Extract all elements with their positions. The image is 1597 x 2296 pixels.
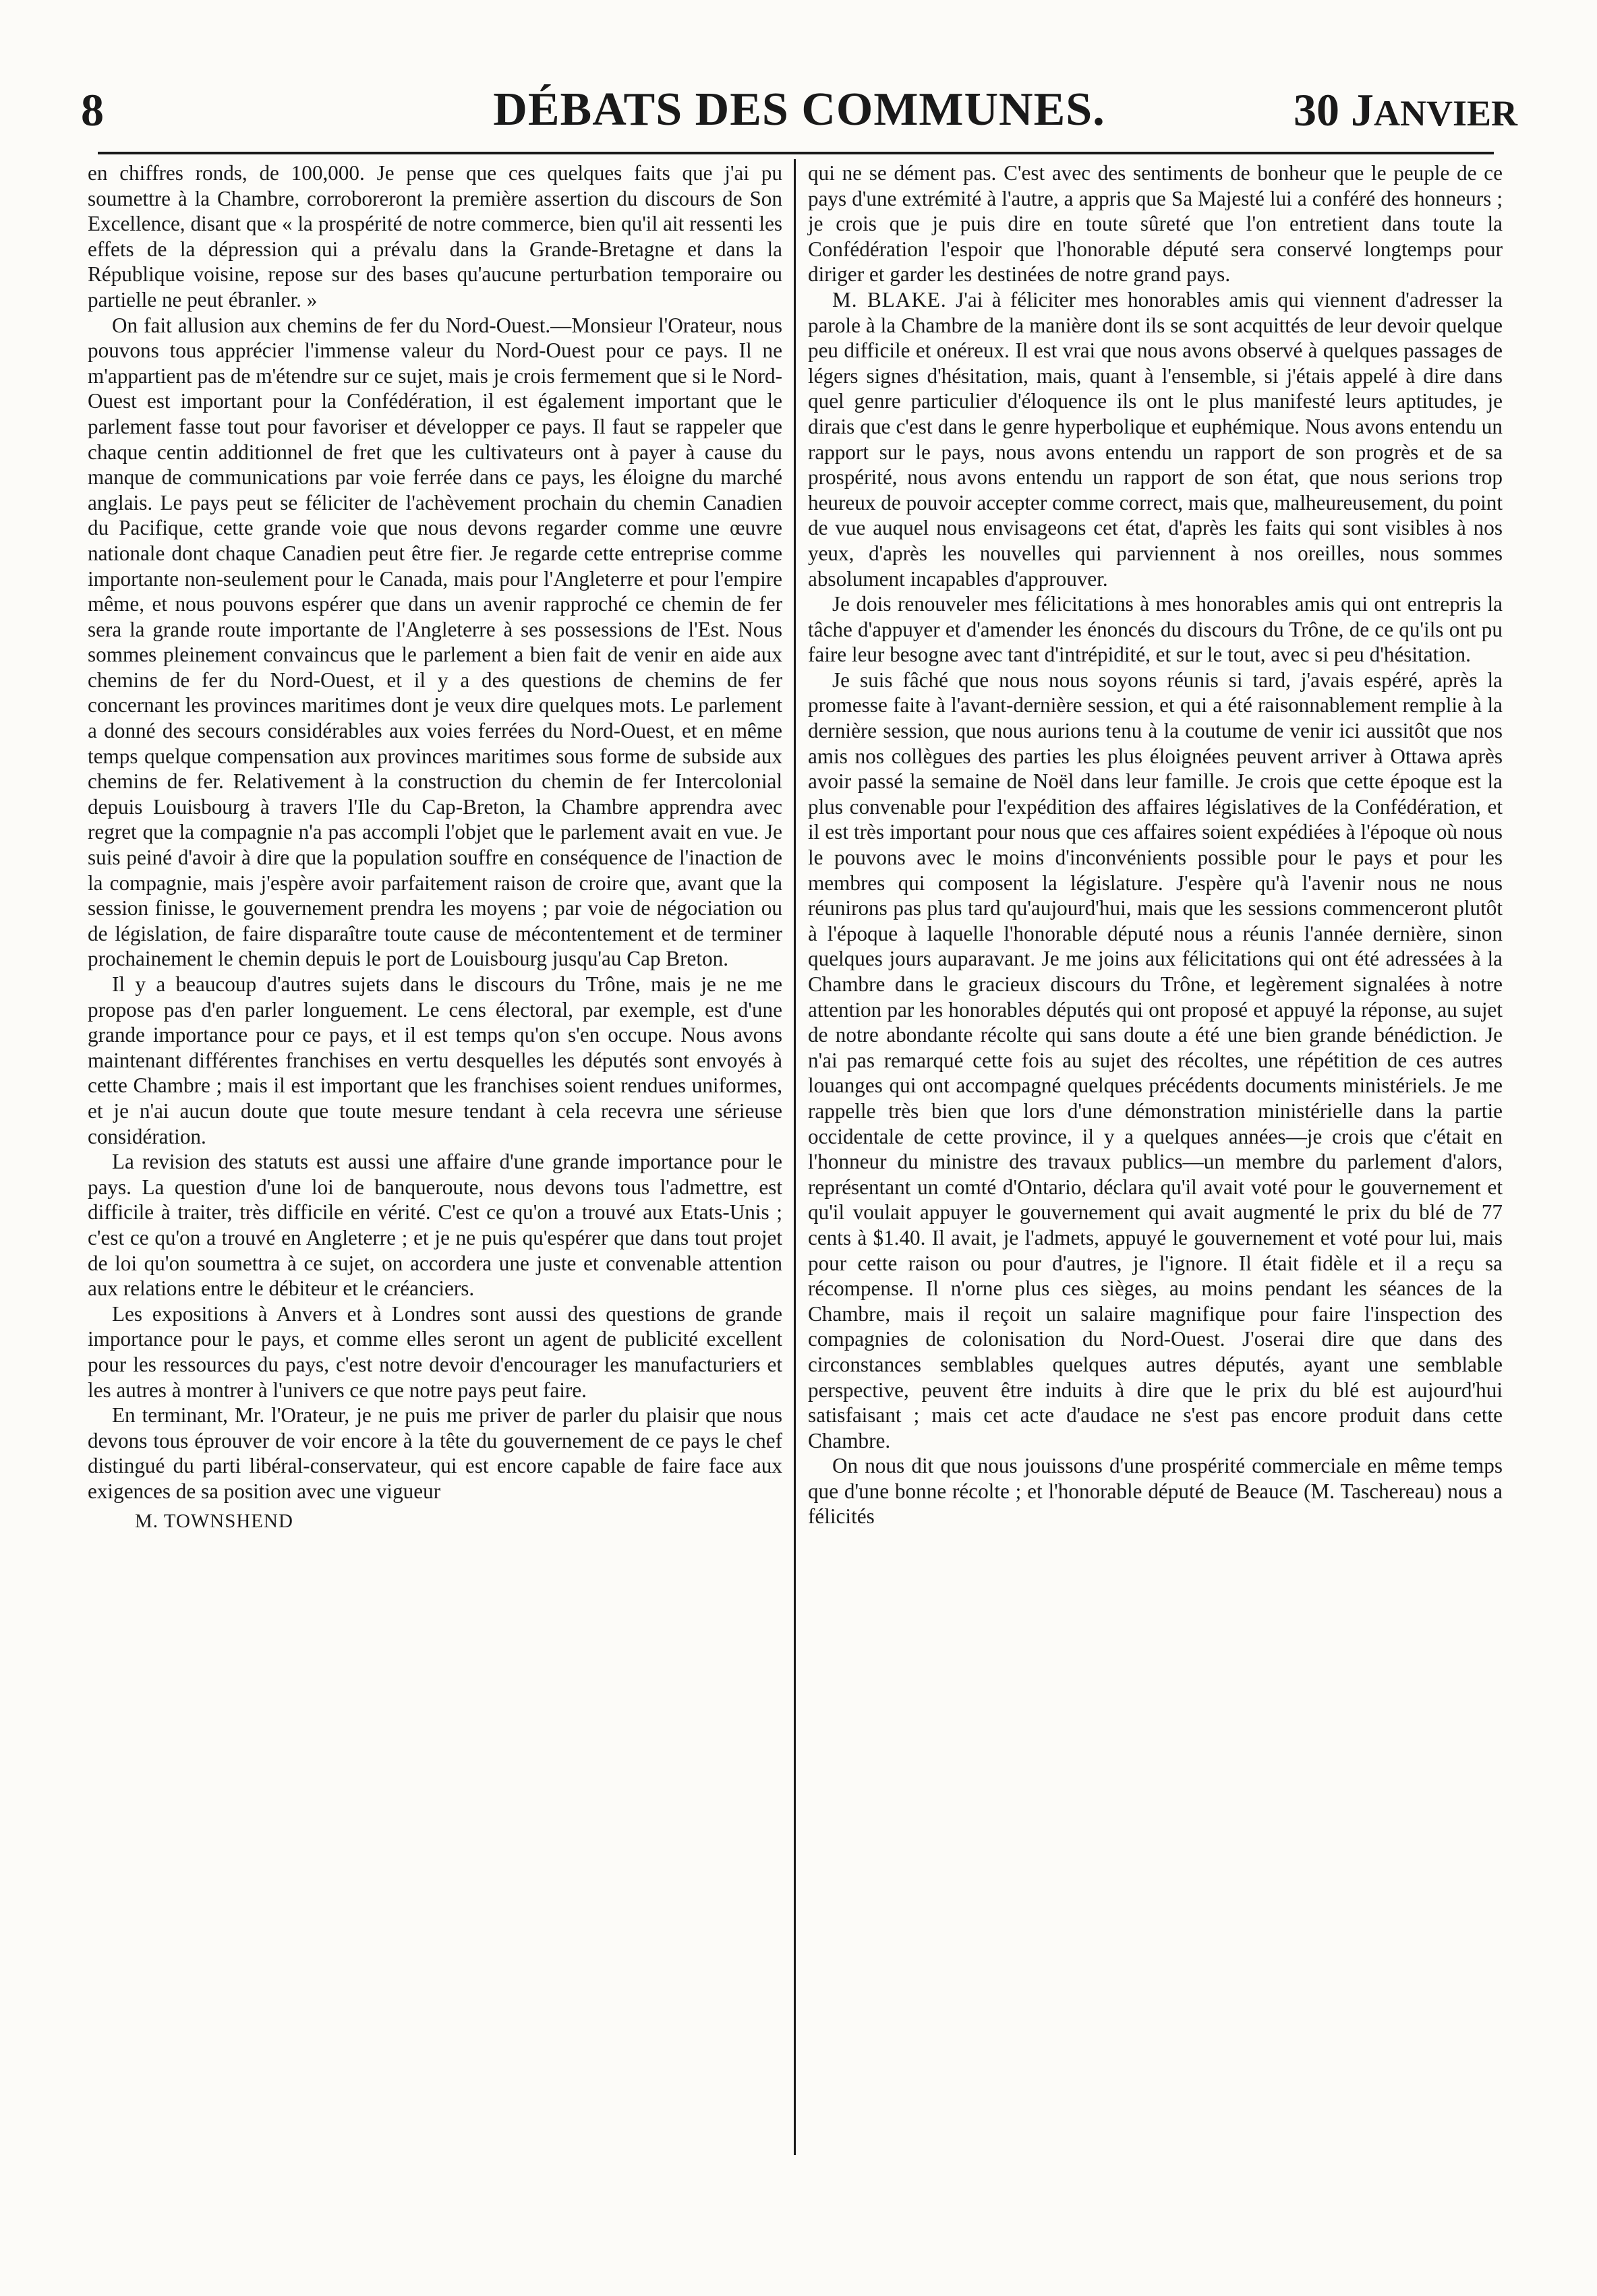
paragraph: Je dois renouveler mes félicitations à mes honorables amis qui ont entrepris la tâche d'appuyer et d'amender les énoncés du discours du Trône, de ce qu'ils ont pu faire leur besogne avec tant d'intrépidité, et sur le tout, avec si peu d'hésitation. xyxy=(808,592,1503,667)
page-header xyxy=(81,80,1517,140)
paragraph: La revision des statuts est aussi une affaire d'une grande importance pour le pays. La question d'une loi de banqueroute, nous devons tous l'admettre, est difficile à traiter, très difficile en vérité. C'est ce qu'on a trouvé aux Etats-Unis ; c'est ce qu'on a trouvé en Angleterre ; et je ne puis qu'espérer que dans tout projet de loi qu'on soumettra à ce sujet, on accordera une juste et convenable attention aux relations entre le débiteur et le créanciers. xyxy=(88,1150,782,1301)
paragraph: On nous dit que nous jouissons d'une prospérité commerciale en même temps que d'une bonne récolte ; et l'honorable député de Beauce (M. Taschereau) nous a félicités xyxy=(808,1454,1503,1529)
paragraph: qui ne se dément pas. C'est avec des sentiments de bonheur que le peuple de ce pays d'une extrémité à l'autre, a appris que Sa Majesté lui a conféré des honneurs ; je crois que je puis dire en toute sûreté que l'on entretient dans toute la Confédération l'espoir que l'honorable député sera conservé longtemps pour diriger et garder les destinées de notre grand pays. xyxy=(808,161,1503,287)
header-date xyxy=(1294,80,1517,144)
speaker-name: M. BLAKE. xyxy=(832,287,947,312)
left-column xyxy=(88,160,782,1535)
paragraph: Je suis fâché que nous nous soyons réunis si tard, j'avais espéré, après la promesse faite à l'avant-dernière session, et qui a été raisonnablement remplie à la dernière session, que nous aurions tenu à la coutume de venir ici aussitôt que nos amis nos collègues des parties les plus éloignées peuvent arriver à Ottawa après avoir passé la semaine de Noël dans leur famille. Je crois que cette époque est la plus convenable pour l'expédition des affaires législatives de la Confédération, et il est très important pour nous que ces affaires soient expédiées à l'époque où nous le pouvons avec le moins d'inconvénients possible pour le pays et pour les membres qui composent la législature. J'espère qu'à l'avenir nous ne nous réunirons pas plus tard qu'aujourd'hui, mais que les sessions commenceront plutôt à l'époque à laquelle l'honorable député nous a réunis l'année dernière, sinon quelques jours auparavant. Je me joins aux félicitations qui ont été adressées à la Chambre dans le gracieux discours du Trône, et legèrement signalées à notre attention par les honorables députés qui ont proposé et appuyé la réponse, au sujet de notre abondante récolte qui sans doute a été une bien grande bénédiction. Je n'ai pas remarqué cette fois au sujet des récoltes, une répétition de ces autres louanges qui ont accompagné quelques précédents documents ministériels. Je me rappelle très bien que lors d'une démonstration ministérielle dans la partie occidentale de cette province, il y a quelques années—je crois que c'était en l'honneur du ministre des travaux publics—un membre du parlement d'alors, représentant un comté d'Ontario, déclara qu'il avait voté pour le gouvernement et qu'il voulait appuyer le gouvernement qui avait augmenté le prix du blé de 77 cents à $1.40. Il avait, je l'admets, appuyé le gouvernement et voté pour lui, mais pour cette raison ou pour d'autres, je l'ignore. Il était fidèle et il a reçu sa récompense. Il n'orne plus ces sièges, au moins pendant les séances de la Chambre, mais il reçoit un salaire magnifique pour faire l'inspection des compagnies de colonisation du Nord-Ouest. J'oserai dire que dans des circonstances semblables quelques autres députés, ayant une semblable perspective, peuvent être induits à dire que le prix du blé est aujourd'hui satisfaisant ; mais cet acte d'audace ne s'est pas encore produit dans cette Chambre. xyxy=(808,668,1503,1452)
paragraph: Les expositions à Anvers et à Londres sont aussi des questions de grande importance pour le pays, et comme elles seront un agent de publicité excellent pour les ressources du pays, c'est notre devoir d'encourager les manufacturiers et les autres à montrer à l'univers ce que notre pays peut faire. xyxy=(88,1301,782,1402)
right-column xyxy=(808,160,1503,1529)
paragraph: En terminant, Mr. l'Orateur, je ne puis me priver de parler du plaisir que nous devons tous éprouver de voir encore à la tête du gouvernement de ce pays le chef distingué du parti libéral-conservateur, qui est encore capable de faire face aux exigences de sa position avec une vigueur xyxy=(88,1403,782,1503)
journal-title: DÉBATS DES COMMUNES. xyxy=(493,84,1105,136)
paragraph: en chiffres ronds, de 100,000. Je pense que ces quelques faits que j'ai pu soumettre à la Chambre, corroboreront la première assertion du discours de Son Excellence, disant que « la prospérité de notre commerce, bien qu'il ait ressenti les effets de la dépression qui a prévalu dans la Grande-Bretagne et dans la République voisine, repose sur des bases qu'aucune perturbation temporaire ou partielle ne peut ébranler. » xyxy=(88,161,782,312)
date-month-initial: J xyxy=(1350,84,1374,136)
paragraph: On fait allusion aux chemins de fer du Nord-Ouest.—Monsieur l'Orateur, nous pouvons tous apprécier l'immense valeur du Nord-Ouest pour ce pays. Il ne m'appartient pas de m'étendre sur ce sujet, mais je crois fermement que si le Nord-Ouest est important pour la Confédération, il est également important que le parlement fasse tout pour favoriser et développer ce pays. Il faut se rappeler que chaque centin additionnel de fret que les cultivateurs ont à payer à cause du manque de communications par voie ferrée dans ce pays, les éloigne du marché anglais. Le pays peut se féliciter de l'achèvement prochain du chemin Canadien du Pacifique, cette grande voie que nous devons regarder comme une œuvre nationale dont chaque Canadien peut être fier. Je regarde cette entreprise comme importante non-seulement pour le Canada, mais pour l'Angleterre et pour l'empire même, et nous pouvons espérer que dans un avenir rapproché ce chemin de fer sera la grande route importante de l'Angleterre à ses possessions de l'Est. Nous sommes pleinement convaincus que le parlement a bien fait de venir en aide aux chemins de fer du Nord-Ouest, et il y a des questions de chemins de fer concernant les provinces maritimes dont je veux dire quelques mots. Le parlement a donné des secours considérables aux voies ferrées du Nord-Ouest, et en même temps quelque compensation aux provinces maritimes sous forme de subside aux chemins de fer. Relativement à la construction du chemin de fer Intercolonial depuis Louisbourg à travers l'Ile du Cap-Breton, la Chambre apprendra avec regret que la compagnie n'a pas accompli l'objet que le parlement avait en vue. Je suis peiné d'avoir à dire que la population souffre en conséquence de l'inaction de la compagnie, mais j'espère avoir parfaitement raison de croire que, avant que la session finisse, le gouvernement prendra les moyens ; par voie de négociation ou de législation, de faire disparaître toute cause de mécontentement et de terminer prochainement le chemin depuis le port de Louisbourg jusqu'au Cap Breton. xyxy=(88,313,782,971)
column-divider xyxy=(794,159,796,2155)
date-day: 30 xyxy=(1293,84,1339,136)
speech-paragraph xyxy=(808,287,1503,591)
speech-text: J'ai à féliciter mes honorables amis qui viennent d'adresser la parole à la Chambre de la manière dont ils se sont acquittés de leur devoir quelque peu difficile et onéreux. Il est vrai que nous avons observé à quelques passages de légers signes d'hésitation, mais, quant à l'ensemble, si j'étais appelé à dire dans quel genre particulier d'éloquence ils ont le plus manifesté leurs aptitudes, je dirais que c'est dans le genre hyperbolique et euphémique. Nous avons entendu un rapport sur le pays, nous avons entendu un rapport de son progrès et de sa prospérité, nous avons entendu un rapport de son état, que nous serions trop heureux de pouvoir accepter comme correct, mais que, malheureusement, du point de vue auquel nous envisageons cet état, d'après les faits qui sont visibles à nos yeux, d'après les nouvelles qui parviennent à nos oreilles, nous sommes absolument incapables d'approuver. xyxy=(808,287,1503,591)
page-number: 8 xyxy=(81,84,104,136)
date-month-rest: ANVIER xyxy=(1373,93,1517,134)
paragraph: Il y a beaucoup d'autres sujets dans le discours du Trône, mais je ne me propose pas d'en parler longuement. Le cens électoral, par exemple, est d'une grande importance pour ce pays, et il est temps qu'on s'en occupe. Nous avons maintenant différentes franchises en vertu desquelles les députés sont envoyés à cette Chambre ; mais il est important que les franchises soient rendues uniformes, et je n'ai aucun doute que toute mesure tendant à cela recevra une sérieuse considération. xyxy=(88,972,782,1148)
header-rule xyxy=(98,152,1494,154)
speaker-signature: M. TOWNSHEND xyxy=(135,1510,293,1533)
